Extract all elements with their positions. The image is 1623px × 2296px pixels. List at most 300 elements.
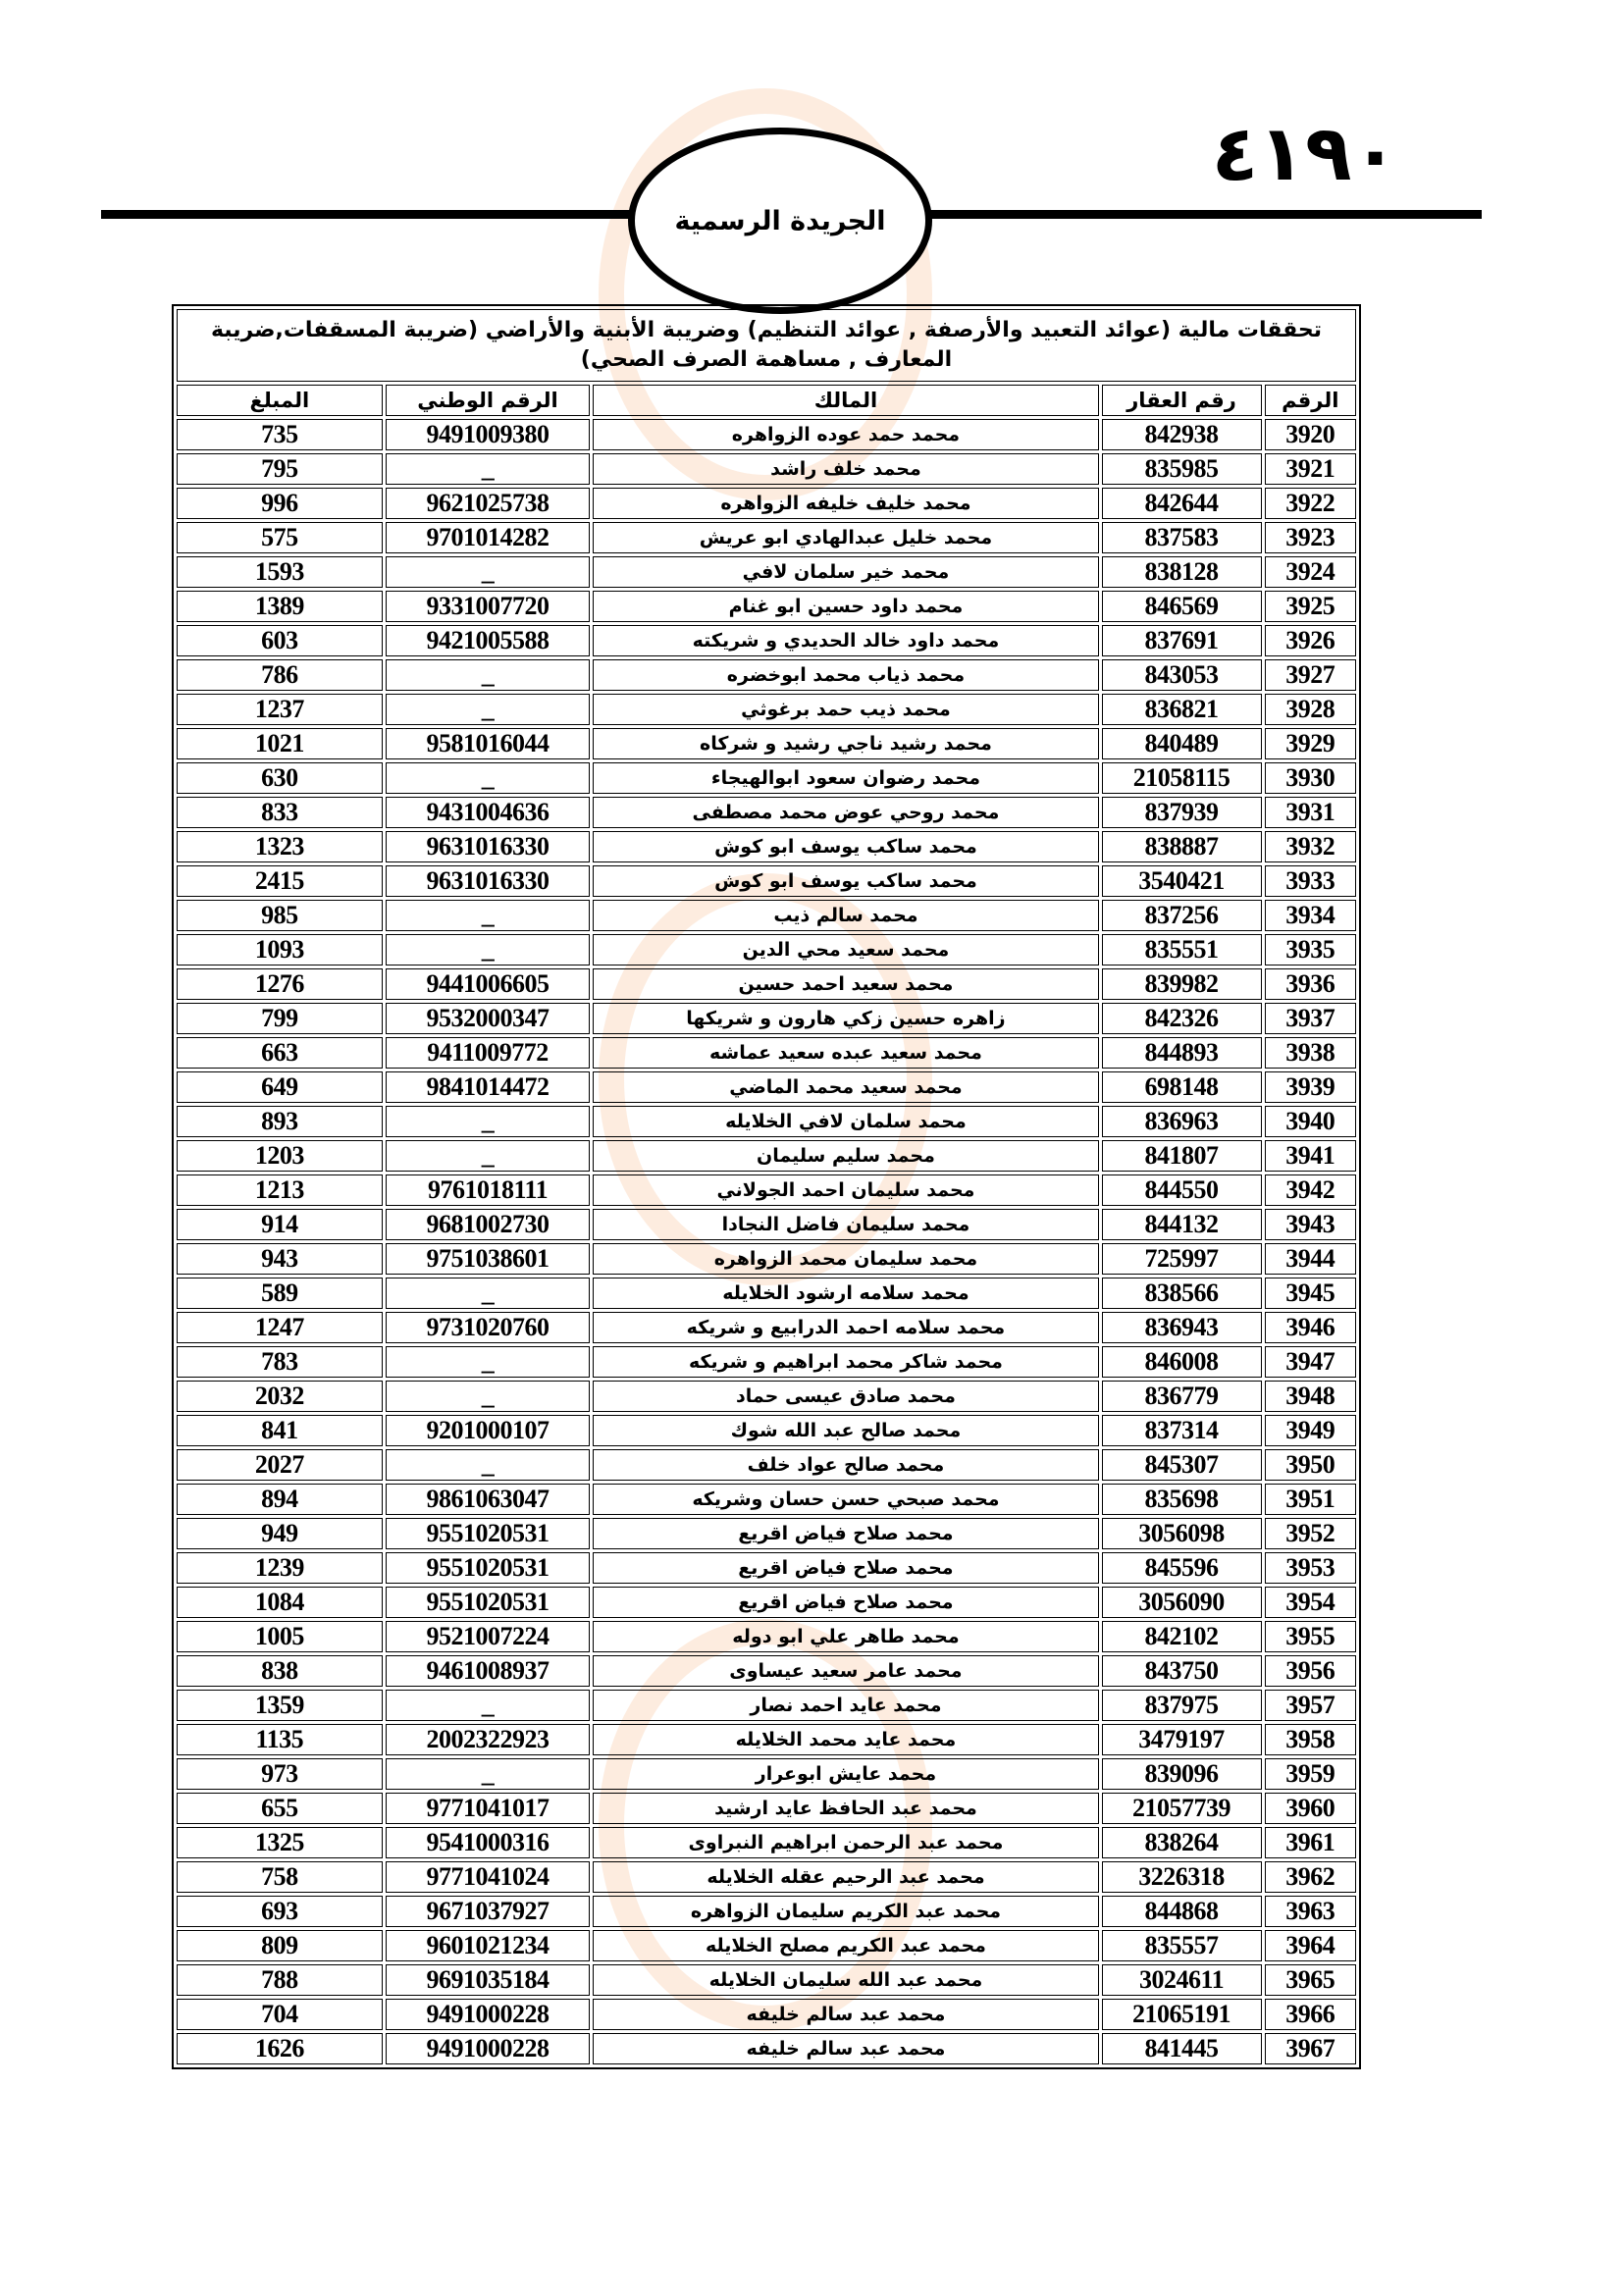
owner-name: محمد صالح عواد خلف — [593, 1449, 1098, 1481]
amount: 630 — [177, 762, 383, 794]
national-id: _ — [386, 694, 591, 725]
property-number: 835698 — [1102, 1484, 1262, 1515]
row-number: 3964 — [1265, 1930, 1356, 1961]
row-number: 3965 — [1265, 1964, 1356, 1996]
table-row — [177, 1861, 1356, 1893]
col-header-number: الرقم — [1265, 385, 1356, 416]
national-id: _ — [386, 1346, 591, 1378]
owner-name: محمد صلاح فياض اقريع — [593, 1552, 1098, 1584]
property-number: 837939 — [1102, 797, 1262, 828]
row-number: 3956 — [1265, 1655, 1356, 1687]
table-row — [177, 1415, 1356, 1446]
owner-name: محمد عايد محمد الخلايله — [593, 1724, 1098, 1755]
table-row — [177, 1896, 1356, 1927]
amount: 2415 — [177, 865, 383, 897]
national-id: _ — [386, 453, 591, 485]
national-id: 9491009380 — [386, 419, 591, 450]
row-number: 3951 — [1265, 1484, 1356, 1515]
amount: 2032 — [177, 1381, 383, 1412]
owner-name: محمد سعيد محمد الماضي — [593, 1071, 1098, 1103]
row-number: 3937 — [1265, 1003, 1356, 1034]
table-row — [177, 1106, 1356, 1137]
row-number: 3927 — [1265, 659, 1356, 691]
col-header-national-id: الرقم الوطني — [386, 385, 591, 416]
national-id: _ — [386, 762, 591, 794]
national-id: 9551020531 — [386, 1587, 591, 1618]
owner-name: زاهره حسين زكي هارون و شريكها — [593, 1003, 1098, 1034]
national-id: _ — [386, 1140, 591, 1172]
amount: 838 — [177, 1655, 383, 1687]
property-number: 837691 — [1102, 625, 1262, 656]
property-number: 725997 — [1102, 1243, 1262, 1275]
row-number: 3924 — [1265, 556, 1356, 588]
table-row — [177, 762, 1356, 794]
amount: 1203 — [177, 1140, 383, 1172]
property-number: 837314 — [1102, 1415, 1262, 1446]
row-number: 3947 — [1265, 1346, 1356, 1378]
amount: 809 — [177, 1930, 383, 1961]
property-number: 838264 — [1102, 1827, 1262, 1858]
national-id: 2002322923 — [386, 1724, 591, 1755]
table-row — [177, 556, 1356, 588]
national-id: 9581016044 — [386, 728, 591, 759]
table-row — [177, 1381, 1356, 1412]
table-row — [177, 1999, 1356, 2030]
national-id: _ — [386, 900, 591, 931]
amount: 2027 — [177, 1449, 383, 1481]
property-number: 845596 — [1102, 1552, 1262, 1584]
owner-name: محمد ساكب يوسف ابو كوش — [593, 865, 1098, 897]
national-id: 9621025738 — [386, 488, 591, 519]
owner-name: محمد داود خالد الحديدي و شريكته — [593, 625, 1098, 656]
table-row — [177, 1827, 1356, 1858]
national-id: _ — [386, 1690, 591, 1721]
row-number: 3967 — [1265, 2033, 1356, 2064]
row-number: 3957 — [1265, 1690, 1356, 1721]
amount: 693 — [177, 1896, 383, 1927]
row-number: 3936 — [1265, 968, 1356, 1000]
amount: 985 — [177, 900, 383, 931]
owner-name: محمد رضوان سعود ابوالهيجاء — [593, 762, 1098, 794]
amount: 973 — [177, 1758, 383, 1790]
owner-name: محمد عايش ابوعرار — [593, 1758, 1098, 1790]
table-row — [177, 1209, 1356, 1240]
table-row — [177, 1724, 1356, 1755]
table-title-text: تحققات مالية (عوائد التعبيد والأرصفة , عوائد التنظيم) وضريبة الأبنية والأراضي (ضريبة المسقفات,ضريبة المعارف , مساهمة الصرف الصحي) — [210, 318, 1323, 372]
amount: 1359 — [177, 1690, 383, 1721]
table-row — [177, 625, 1356, 656]
owner-name: محمد ذيب حمد برغوثي — [593, 694, 1098, 725]
national-id: 9521007224 — [386, 1621, 591, 1652]
owner-name: محمد طاهر علي ابو دوله — [593, 1621, 1098, 1652]
national-id: 9551020531 — [386, 1552, 591, 1584]
property-number: 844893 — [1102, 1037, 1262, 1069]
owner-name: محمد خير سلمان لافي — [593, 556, 1098, 588]
table-header-row — [177, 385, 1356, 416]
row-number: 3952 — [1265, 1518, 1356, 1549]
row-number: 3934 — [1265, 900, 1356, 931]
national-id: 9411009772 — [386, 1037, 591, 1069]
amount: 894 — [177, 1484, 383, 1515]
owner-name: محمد عبد سالم خليفه — [593, 1999, 1098, 2030]
property-number: 836943 — [1102, 1312, 1262, 1343]
row-number: 3962 — [1265, 1861, 1356, 1893]
property-number: 836779 — [1102, 1381, 1262, 1412]
property-number: 21065191 — [1102, 1999, 1262, 2030]
owner-name: محمد خلف راشد — [593, 453, 1098, 485]
owner-name: محمد صادق عيسى حماد — [593, 1381, 1098, 1412]
table-row — [177, 968, 1356, 1000]
property-number: 846569 — [1102, 591, 1262, 622]
row-number: 3959 — [1265, 1758, 1356, 1790]
owner-name: محمد سليمان محمد الزواهره — [593, 1243, 1098, 1275]
table-row — [177, 1346, 1356, 1378]
table-row — [177, 865, 1356, 897]
row-number: 3932 — [1265, 831, 1356, 862]
amount: 655 — [177, 1793, 383, 1824]
property-number: 844550 — [1102, 1174, 1262, 1206]
table-row — [177, 522, 1356, 553]
owner-name: محمد سعيد احمد حسين — [593, 968, 1098, 1000]
owner-name: محمد خليل عبدالهادي ابو عريش — [593, 522, 1098, 553]
amount: 833 — [177, 797, 383, 828]
row-number: 3945 — [1265, 1278, 1356, 1309]
property-number: 840489 — [1102, 728, 1262, 759]
national-id: _ — [386, 1106, 591, 1137]
owner-name: محمد عبد الرحيم عقله الخلايله — [593, 1861, 1098, 1893]
owner-name: محمد سليمان احمد الجولاني — [593, 1174, 1098, 1206]
row-number: 3961 — [1265, 1827, 1356, 1858]
row-number: 3955 — [1265, 1621, 1356, 1652]
amount: 996 — [177, 488, 383, 519]
table-row — [177, 1552, 1356, 1584]
page-number: ٤١٩٠ — [1211, 110, 1399, 198]
property-number: 836963 — [1102, 1106, 1262, 1137]
property-number: 3479197 — [1102, 1724, 1262, 1755]
row-number: 3953 — [1265, 1552, 1356, 1584]
owner-name: محمد عامر سعيد عيساوى — [593, 1655, 1098, 1687]
owner-name: محمد عبد الرحمن ابراهيم النبراوى — [593, 1827, 1098, 1858]
table-row — [177, 1312, 1356, 1343]
amount: 786 — [177, 659, 383, 691]
property-number: 3056090 — [1102, 1587, 1262, 1618]
property-number: 836821 — [1102, 694, 1262, 725]
property-number: 698148 — [1102, 1071, 1262, 1103]
col-header-amount: المبلغ — [177, 385, 383, 416]
row-number: 3946 — [1265, 1312, 1356, 1343]
row-number: 3941 — [1265, 1140, 1356, 1172]
owner-name: محمد رشيد ناجي رشيد و شركاه — [593, 728, 1098, 759]
amount: 575 — [177, 522, 383, 553]
table-row — [177, 1140, 1356, 1172]
national-id: 9331007720 — [386, 591, 591, 622]
property-number: 835985 — [1102, 453, 1262, 485]
property-number: 839096 — [1102, 1758, 1262, 1790]
national-id: _ — [386, 1381, 591, 1412]
national-id: _ — [386, 659, 591, 691]
owner-name: محمد ذياب محمد ابوخضره — [593, 659, 1098, 691]
owner-name: محمد عبد الحافظ عايد ارشيد — [593, 1793, 1098, 1824]
owner-name: محمد صلاح فياض اقريع — [593, 1518, 1098, 1549]
national-id: _ — [386, 934, 591, 965]
table-row — [177, 1655, 1356, 1687]
national-id: _ — [386, 556, 591, 588]
row-number: 3930 — [1265, 762, 1356, 794]
property-number: 844868 — [1102, 1896, 1262, 1927]
property-number: 839982 — [1102, 968, 1262, 1000]
national-id: 9431004636 — [386, 797, 591, 828]
amount: 1276 — [177, 968, 383, 1000]
national-id: _ — [386, 1278, 591, 1309]
national-id: 9551020531 — [386, 1518, 591, 1549]
table-row — [177, 1449, 1356, 1481]
owner-name: محمد عبد الكريم مصلح الخلايله — [593, 1930, 1098, 1961]
table-row — [177, 1518, 1356, 1549]
row-number: 3960 — [1265, 1793, 1356, 1824]
amount: 1213 — [177, 1174, 383, 1206]
table-row — [177, 1037, 1356, 1069]
amount: 704 — [177, 1999, 383, 2030]
owner-name: محمد خليف خليفه الزواهره — [593, 488, 1098, 519]
owner-name: محمد عايد احمد نصار — [593, 1690, 1098, 1721]
amount: 795 — [177, 453, 383, 485]
amount: 1084 — [177, 1587, 383, 1618]
row-number: 3963 — [1265, 1896, 1356, 1927]
national-id: 9491000228 — [386, 1999, 591, 2030]
amount: 949 — [177, 1518, 383, 1549]
owner-name: محمد حمد عوده الزواهره — [593, 419, 1098, 450]
property-number: 843053 — [1102, 659, 1262, 691]
amount: 603 — [177, 625, 383, 656]
owner-name: محمد روحي عوض محمد مصطفى — [593, 797, 1098, 828]
row-number: 3928 — [1265, 694, 1356, 725]
property-number: 3024611 — [1102, 1964, 1262, 1996]
national-id: 9761018111 — [386, 1174, 591, 1206]
amount: 1325 — [177, 1827, 383, 1858]
amount: 1593 — [177, 556, 383, 588]
property-number: 838128 — [1102, 556, 1262, 588]
amount: 1239 — [177, 1552, 383, 1584]
national-id: 9601021234 — [386, 1930, 591, 1961]
row-number: 3938 — [1265, 1037, 1356, 1069]
gazette-title: الجريدة الرسمية — [674, 205, 886, 236]
row-number: 3939 — [1265, 1071, 1356, 1103]
property-number: 835551 — [1102, 934, 1262, 965]
amount: 1323 — [177, 831, 383, 862]
owner-name: محمد عبد الكريم سليمان الزواهره — [593, 1896, 1098, 1927]
row-number: 3921 — [1265, 453, 1356, 485]
row-number: 3922 — [1265, 488, 1356, 519]
table-row — [177, 1003, 1356, 1034]
property-number: 3056098 — [1102, 1518, 1262, 1549]
property-number: 842938 — [1102, 419, 1262, 450]
table-row — [177, 453, 1356, 485]
owner-name: محمد صالح عبد الله شوك — [593, 1415, 1098, 1446]
owner-name: محمد شاكر محمد ابراهيم و شريكه — [593, 1346, 1098, 1378]
national-id: 9681002730 — [386, 1209, 591, 1240]
property-number: 3226318 — [1102, 1861, 1262, 1893]
property-number: 845307 — [1102, 1449, 1262, 1481]
amount: 943 — [177, 1243, 383, 1275]
national-id: 9691035184 — [386, 1964, 591, 1996]
amount: 758 — [177, 1861, 383, 1893]
property-number: 843750 — [1102, 1655, 1262, 1687]
property-number: 838566 — [1102, 1278, 1262, 1309]
amount: 1135 — [177, 1724, 383, 1755]
table-row — [177, 1587, 1356, 1618]
national-id: _ — [386, 1758, 591, 1790]
national-id: 9841014472 — [386, 1071, 591, 1103]
row-number: 3944 — [1265, 1243, 1356, 1275]
amount: 914 — [177, 1209, 383, 1240]
row-number: 3926 — [1265, 625, 1356, 656]
table-row — [177, 419, 1356, 450]
owner-name: محمد سليمان فاضل النجادا — [593, 1209, 1098, 1240]
owner-name: محمد سلامه احمد الدرابيع و شريكه — [593, 1312, 1098, 1343]
property-number: 844132 — [1102, 1209, 1262, 1240]
table-row — [177, 1071, 1356, 1103]
col-header-owner: المالك — [593, 385, 1098, 416]
owner-name: محمد صبحي حسن حسان وشريكه — [593, 1484, 1098, 1515]
owner-name: محمد داود حسين ابو غنام — [593, 591, 1098, 622]
row-number: 3949 — [1265, 1415, 1356, 1446]
table-row — [177, 659, 1356, 691]
row-number: 3954 — [1265, 1587, 1356, 1618]
table-row — [177, 1930, 1356, 1961]
property-number: 837256 — [1102, 900, 1262, 931]
amount: 1247 — [177, 1312, 383, 1343]
amount: 589 — [177, 1278, 383, 1309]
property-number: 837583 — [1102, 522, 1262, 553]
owner-name: محمد ساكب يوسف ابو كوش — [593, 831, 1098, 862]
national-id: 9631016330 — [386, 865, 591, 897]
owner-name: محمد سليم سليمان — [593, 1140, 1098, 1172]
national-id: 9731020760 — [386, 1312, 591, 1343]
national-id: 9201000107 — [386, 1415, 591, 1446]
table-row — [177, 934, 1356, 965]
property-number: 21057739 — [1102, 1793, 1262, 1824]
national-id: 9771041017 — [386, 1793, 591, 1824]
property-number: 841807 — [1102, 1140, 1262, 1172]
amount: 1389 — [177, 591, 383, 622]
national-id: 9671037927 — [386, 1896, 591, 1927]
financial-dues-table — [172, 304, 1361, 2069]
row-number: 3929 — [1265, 728, 1356, 759]
property-number: 842644 — [1102, 488, 1262, 519]
national-id: 9532000347 — [386, 1003, 591, 1034]
amount: 1093 — [177, 934, 383, 965]
national-id: 9631016330 — [386, 831, 591, 862]
property-number: 3540421 — [1102, 865, 1262, 897]
row-number: 3925 — [1265, 591, 1356, 622]
table-title — [177, 309, 1356, 382]
national-id: _ — [386, 1449, 591, 1481]
property-number: 838887 — [1102, 831, 1262, 862]
owner-name: محمد سلامه ارشود الخلايله — [593, 1278, 1098, 1309]
amount: 841 — [177, 1415, 383, 1446]
amount: 1626 — [177, 2033, 383, 2064]
table-row — [177, 2033, 1356, 2064]
table-row — [177, 1243, 1356, 1275]
national-id: 9461008937 — [386, 1655, 591, 1687]
property-number: 21058115 — [1102, 762, 1262, 794]
owner-name: محمد سعيد عبده سعيد عماشه — [593, 1037, 1098, 1069]
amount: 788 — [177, 1964, 383, 1996]
row-number: 3948 — [1265, 1381, 1356, 1412]
amount: 799 — [177, 1003, 383, 1034]
amount: 735 — [177, 419, 383, 450]
table-row — [177, 1758, 1356, 1790]
property-number: 841445 — [1102, 2033, 1262, 2064]
owner-name: محمد عبد سالم خليفه — [593, 2033, 1098, 2064]
row-number: 3943 — [1265, 1209, 1356, 1240]
national-id: 9491000228 — [386, 2033, 591, 2064]
national-id: 9751038601 — [386, 1243, 591, 1275]
table-row — [177, 1278, 1356, 1309]
table-row — [177, 1174, 1356, 1206]
owner-name: محمد سعيد محي الدين — [593, 934, 1098, 965]
row-number: 3966 — [1265, 1999, 1356, 2030]
table-row — [177, 1690, 1356, 1721]
property-number: 842102 — [1102, 1621, 1262, 1652]
national-id: 9861063047 — [386, 1484, 591, 1515]
row-number: 3940 — [1265, 1106, 1356, 1137]
amount: 1237 — [177, 694, 383, 725]
owner-name: محمد عبد الله سليمان الخلايله — [593, 1964, 1098, 1996]
table-row — [177, 728, 1356, 759]
property-number: 846008 — [1102, 1346, 1262, 1378]
table-row — [177, 1964, 1356, 1996]
table-row — [177, 694, 1356, 725]
amount: 1021 — [177, 728, 383, 759]
amount: 663 — [177, 1037, 383, 1069]
national-id: 9701014282 — [386, 522, 591, 553]
row-number: 3933 — [1265, 865, 1356, 897]
table-row — [177, 1793, 1356, 1824]
amount: 649 — [177, 1071, 383, 1103]
amount: 783 — [177, 1346, 383, 1378]
row-number: 3942 — [1265, 1174, 1356, 1206]
col-header-property-number: رقم العقار — [1102, 385, 1262, 416]
national-id: 9541000316 — [386, 1827, 591, 1858]
owner-name: محمد سالم ذيب — [593, 900, 1098, 931]
table-row — [177, 831, 1356, 862]
row-number: 3950 — [1265, 1449, 1356, 1481]
property-number: 842326 — [1102, 1003, 1262, 1034]
row-number: 3958 — [1265, 1724, 1356, 1755]
table-row — [177, 1484, 1356, 1515]
property-number: 837975 — [1102, 1690, 1262, 1721]
table-row — [177, 1621, 1356, 1652]
gazette-title-oval — [628, 128, 932, 314]
amount: 1005 — [177, 1621, 383, 1652]
table-row — [177, 488, 1356, 519]
row-number: 3935 — [1265, 934, 1356, 965]
table-row — [177, 797, 1356, 828]
row-number: 3923 — [1265, 522, 1356, 553]
table-row — [177, 900, 1356, 931]
amount: 893 — [177, 1106, 383, 1137]
owner-name: محمد سلمان لافي الخلايله — [593, 1106, 1098, 1137]
national-id: 9441006605 — [386, 968, 591, 1000]
property-number: 835557 — [1102, 1930, 1262, 1961]
national-id: 9421005588 — [386, 625, 591, 656]
row-number: 3920 — [1265, 419, 1356, 450]
national-id: 9771041024 — [386, 1861, 591, 1893]
row-number: 3931 — [1265, 797, 1356, 828]
table-row — [177, 591, 1356, 622]
owner-name: محمد صلاح فياض اقريع — [593, 1587, 1098, 1618]
